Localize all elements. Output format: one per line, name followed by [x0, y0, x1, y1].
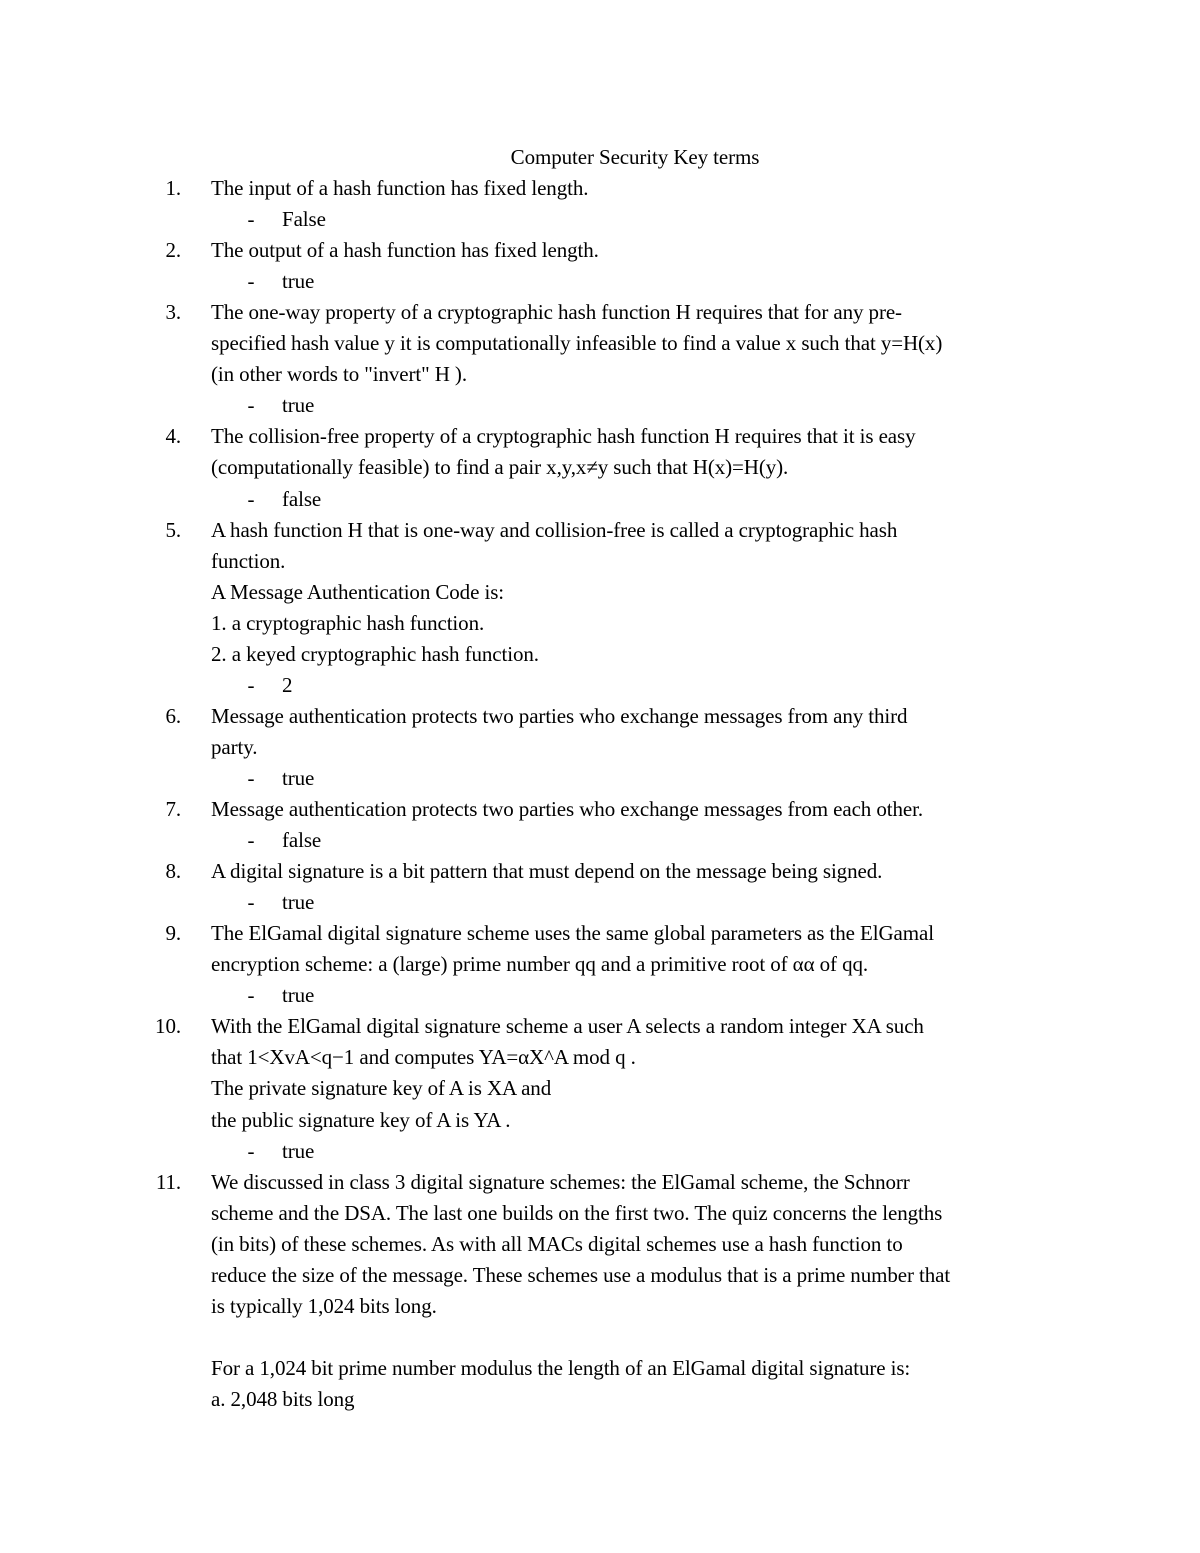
question-text-line: 1. a cryptographic hash function. — [211, 611, 485, 635]
question-number: 3. — [165, 300, 181, 324]
answer-dash: - — [247, 983, 255, 1007]
answer-dash: - — [247, 393, 255, 417]
question-number: 7. — [165, 797, 181, 821]
question-number: 10. — [155, 1014, 181, 1038]
question-text-line: The output of a hash function has fixed length. — [211, 238, 599, 262]
question-text-line: (in bits) of these schemes. As with all MACs digital schemes use a hash function to — [211, 1232, 903, 1256]
answer-dash: - — [247, 890, 255, 914]
question-number: 2. — [165, 238, 181, 262]
question-text-line: For a 1,024 bit prime number modulus the length of an ElGamal digital signature is: — [211, 1356, 911, 1380]
question-text-line: 2. a keyed cryptographic hash function. — [211, 642, 539, 666]
answer-text: False — [282, 207, 326, 231]
page-title: Computer Security Key terms — [510, 145, 760, 169]
answer-dash: - — [247, 487, 255, 511]
answer-dash: - — [247, 207, 255, 231]
question-text-line: The collision-free property of a cryptographic hash function H requires that it is easy — [211, 424, 916, 448]
question-number: 1. — [165, 176, 181, 200]
answer-text: 2 — [282, 673, 293, 697]
answer-text: true — [282, 983, 315, 1007]
question-text-line: function. — [211, 549, 286, 573]
question-text-line: The ElGamal digital signature scheme uses the same global parameters as the ElGamal — [211, 921, 934, 945]
answer-text: true — [282, 766, 315, 790]
question-text-line: specified hash value y it is computationally infeasible to find a value x such that y=H(x) — [211, 331, 943, 355]
question-text-line: A Message Authentication Code is: — [211, 580, 504, 604]
question-text-line: the public signature key of A is YA . — [211, 1108, 511, 1132]
question-text-line: party. — [211, 735, 258, 759]
question-text-line: The input of a hash function has fixed length. — [211, 176, 589, 200]
answer-text: false — [282, 487, 322, 511]
answer-text: true — [282, 890, 315, 914]
question-text-line: reduce the size of the message. These schemes use a modulus that is a prime number that — [211, 1263, 951, 1287]
question-text-line: a. 2,048 bits long — [211, 1387, 355, 1411]
question-text-line: A hash function H that is one-way and collision-free is called a cryptographic hash — [211, 518, 898, 542]
answer-dash: - — [247, 673, 255, 697]
answer-dash: - — [247, 828, 255, 852]
answer-text: false — [282, 828, 322, 852]
question-number: 9. — [165, 921, 181, 945]
question-number: 6. — [165, 704, 181, 728]
question-text-line: A digital signature is a bit pattern that must depend on the message being signed. — [211, 859, 883, 883]
question-number: 5. — [165, 518, 181, 542]
question-text-line: scheme and the DSA. The last one builds on the first two. The quiz concerns the lengths — [211, 1201, 943, 1225]
question-text-line: (in other words to "invert" H ). — [211, 362, 467, 386]
question-text-line: We discussed in class 3 digital signature schemes: the ElGamal scheme, the Schnorr — [211, 1170, 910, 1194]
question-text-line: The one-way property of a cryptographic hash function H requires that for any pre- — [211, 300, 902, 324]
question-number: 11. — [155, 1170, 181, 1194]
question-number: 4. — [165, 424, 181, 448]
question-text-line: that 1<XvA<q−1 and computes YA=αX^A mod q . — [211, 1045, 636, 1069]
answer-dash: - — [247, 269, 255, 293]
question-text-line: The private signature key of A is XA and — [211, 1076, 552, 1100]
question-text-line: (computationally feasible) to find a pair x,y,x≠y such that H(x)=H(y). — [211, 455, 789, 479]
question-text-line: With the ElGamal digital signature scheme a user A selects a random integer XA such — [211, 1014, 924, 1038]
question-text-line: Message authentication protects two parties who exchange messages from any third — [211, 704, 908, 728]
answer-text: true — [282, 1139, 315, 1163]
question-text-line: encryption scheme: a (large) prime number qq and a primitive root of αα of qq. — [211, 952, 869, 976]
question-text-line: is typically 1,024 bits long. — [211, 1294, 437, 1318]
question-text-line: Message authentication protects two parties who exchange messages from each other. — [211, 797, 923, 821]
question-number: 8. — [165, 859, 181, 883]
answer-dash: - — [247, 766, 255, 790]
answer-dash: - — [247, 1139, 255, 1163]
answer-text: true — [282, 393, 315, 417]
answer-text: true — [282, 269, 315, 293]
